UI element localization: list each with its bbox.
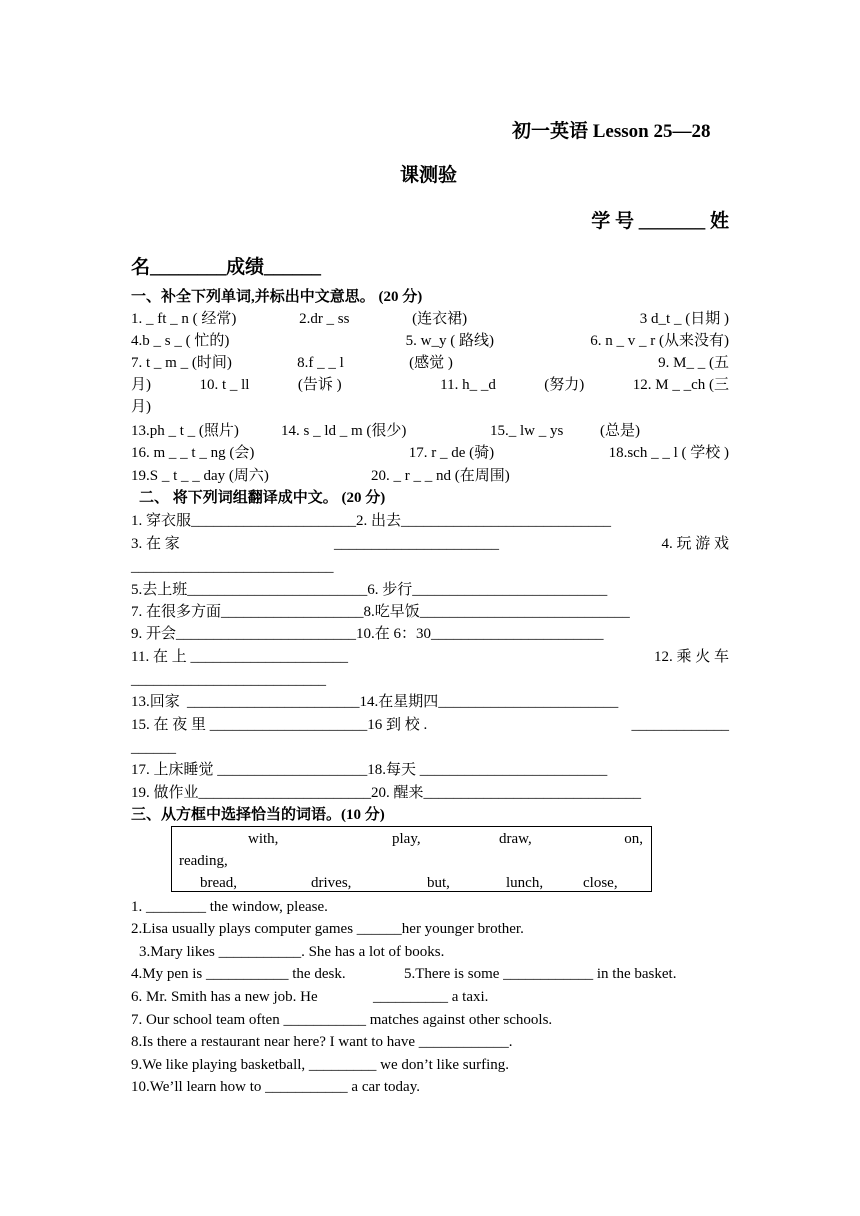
- section2-line-5: 7. 在很多方面___________________8.吃早饭____________________________: [131, 604, 630, 620]
- section1-line-3: [131, 352, 729, 374]
- section3-heading: 三、从方框中选择恰当的词语。(10 分): [131, 807, 385, 823]
- section1-line-4: [131, 374, 729, 396]
- section2-line-10: [131, 714, 729, 736]
- item-9: 9. M_ _ (五: [658, 355, 729, 371]
- sentence-4: 4.My pen is ___________ the desk.: [131, 966, 346, 982]
- item-2: 2.dr _ ss: [299, 311, 350, 327]
- section2-line-11: ______: [131, 740, 176, 756]
- item-10-meaning: (告诉 ): [297, 377, 342, 393]
- item-10: 10. t _ ll: [199, 377, 250, 393]
- word-draw: draw,: [499, 831, 532, 847]
- item-12-cont: 月): [131, 399, 151, 415]
- sentence-2: 2.Lisa usually plays computer games ______her younger brother.: [131, 921, 524, 937]
- word-with: with,: [248, 831, 279, 847]
- sentence-10: 10.We’ll learn how to ___________ a car today.: [131, 1079, 420, 1095]
- phrase-3: 3. 在 家: [131, 536, 180, 552]
- item-11: 11. h_ _d: [440, 377, 496, 393]
- item-12: 12. M _ _ch (三: [632, 377, 729, 393]
- item-20: 20. _ r _ _ nd (在周围): [371, 468, 510, 484]
- phrase-15-16: 15. 在 夜 里 _____________________16 到 校 .: [131, 717, 428, 733]
- section2-line-9: [131, 691, 729, 713]
- item-11-meaning: (努力): [544, 377, 585, 393]
- section1-line-5: [131, 396, 729, 418]
- sentence-6: [131, 986, 729, 1008]
- phrase-11: 11. 在 上 _____________________: [131, 649, 348, 665]
- word-lunch: lunch,: [506, 875, 544, 891]
- worksheet-title: 初一英语 Lesson 25—28: [512, 121, 711, 142]
- sentence-5: 5.There is some ____________ in the basket.: [404, 966, 677, 982]
- sentence-6-start: 6. Mr. Smith has a new job. He: [131, 989, 318, 1005]
- item-8-meaning: (感觉 ): [409, 355, 453, 371]
- item-9-cont: 月): [131, 377, 151, 393]
- phrase-13: 13.回家: [131, 694, 180, 710]
- sentence-3: 3.Mary likes ___________. She has a lot of books.: [139, 944, 445, 960]
- sentence-6-end: __________ a taxi.: [373, 989, 489, 1005]
- item-8: 8.f _ _ l: [297, 355, 344, 371]
- sentence-9: 9.We like playing basketball, _________ we don’t like surfing.: [131, 1057, 510, 1073]
- item-19: 19.S _ t _ _ day (周六): [131, 468, 269, 484]
- item-13: 13.ph _ t _ (照片): [131, 423, 239, 439]
- sentence-1: 1. ________ the window, please.: [131, 899, 328, 915]
- name-score-line: 名________成绩______: [131, 257, 322, 278]
- word-bank-box: [171, 826, 652, 892]
- section1-line-2: [131, 330, 729, 352]
- section1-heading: 一、补全下列单词,并标出中文意思。 (20 分): [131, 289, 423, 305]
- word-but: but,: [427, 875, 450, 891]
- word-close: close,: [583, 875, 618, 891]
- word-drives: drives,: [311, 875, 352, 891]
- word-play: play,: [392, 831, 421, 847]
- item-17: 17. r _ de (骑): [408, 445, 495, 461]
- word-on: on,: [624, 831, 643, 847]
- item-5: 5. w_y ( 路线): [405, 333, 494, 349]
- section2-line-4: 5.去上班________________________6. 步行__________________________: [131, 582, 608, 598]
- section2-heading: 二、 将下列词组翻译成中文。 (20 分): [139, 490, 386, 506]
- section1-line-1: [131, 308, 729, 330]
- worksheet-subtitle: 课测验: [400, 165, 458, 186]
- item-14: 14. s _ ld _ m (很少): [281, 423, 407, 439]
- phrase-13-14: _______________________14.在星期四________________________: [187, 694, 619, 710]
- item-7: 7. t _ m _ (时间): [131, 355, 232, 371]
- item-6: 6. n _ v _ r (从来没有): [590, 333, 729, 349]
- section2-line-12: 17. 上床睡觉 ____________________18.每天 _________________________: [131, 762, 608, 778]
- word-reading: reading,: [179, 853, 228, 869]
- item-15-meaning: (总是): [600, 423, 640, 439]
- sentence-8: 8.Is there a restaurant near here? I want to have ____________.: [131, 1034, 513, 1050]
- phrase-16-blank: _____________: [631, 717, 729, 733]
- sentence-4-5: [131, 963, 729, 985]
- phrase-3-blank: ______________________: [334, 536, 499, 552]
- phrase-4: 4. 玩 游 戏: [661, 536, 729, 552]
- item-15: 15._ lw _ ys: [490, 423, 564, 439]
- item-3: 3 d_t _ (日期 ): [639, 311, 729, 327]
- student-number-line: 学 号 _______ 姓: [591, 211, 729, 232]
- item-4: 4.b _ s _ ( 忙的): [131, 333, 230, 349]
- section1-line-6: [131, 420, 729, 442]
- item-1: 1. _ ft _ n ( 经常): [131, 311, 237, 327]
- section2-line-6: 9. 开会________________________10.在 6：30_______________________: [131, 626, 604, 642]
- word-bread: bread,: [200, 875, 238, 891]
- section2-line-13: 19. 做作业_______________________20. 醒来_____________________________: [131, 785, 642, 801]
- section2-line-1: 1. 穿衣服______________________2. 出去____________________________: [131, 513, 612, 529]
- section2-line-8: __________________________: [131, 672, 326, 688]
- section2-line-7: [131, 646, 729, 668]
- section2-line-3: ___________________________: [131, 559, 334, 575]
- section1-line-8: [131, 465, 729, 487]
- section1-line-7: [131, 442, 729, 464]
- item-2-meaning: (连衣裙): [412, 311, 468, 327]
- item-16: 16. m _ _ t _ ng (会): [131, 445, 255, 461]
- item-18: 18.sch _ _ l ( 学校 ): [608, 445, 729, 461]
- section2-line-2: [131, 533, 729, 555]
- phrase-12: 12. 乘 火 车: [653, 649, 729, 665]
- sentence-7: 7. Our school team often ___________ matches against other schools.: [131, 1012, 553, 1028]
